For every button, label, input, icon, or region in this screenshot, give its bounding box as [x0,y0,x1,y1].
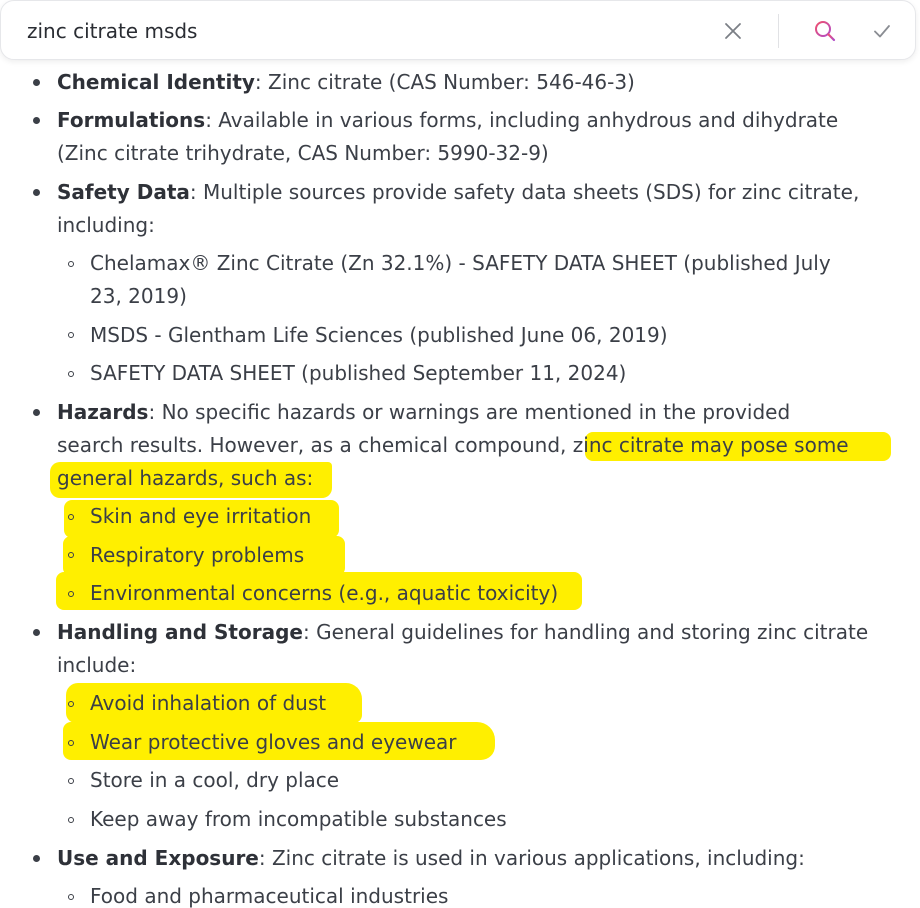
bullet-marker [33,409,40,416]
item-text: : Multiple sources provide safety data sheets (SDS) for zinc citrate, [189,180,860,204]
search-input[interactable] [27,16,687,46]
list-item-hazards [57,396,790,429]
sub-bullet-marker [68,778,74,784]
sub-list-item: Food and pharmaceutical industries [90,884,449,908]
list-item-use-exposure [57,842,805,875]
sub-bullet-marker [68,261,74,267]
sub-list-item-continued: 23, 2019) [90,284,187,308]
sub-list-item: MSDS - Glentham Life Sciences (published June 06, 2019) [90,323,668,347]
item-text-continued: include: [57,653,137,677]
highlighted-text: general hazards, such as: [57,466,314,490]
sub-bullet-marker [68,332,74,338]
sub-list-item: Chelamax® Zinc Citrate (Zn 32.1%) - SAFETY DATA SHEET (published July [90,251,831,275]
item-text: : Zinc citrate is used in various applications, including: [258,846,805,870]
item-text-continued: (Zinc citrate trihydrate, CAS Number: 5990-32-9) [57,141,549,165]
item-label: Formulations [57,108,206,132]
sub-bullet-marker [68,817,74,823]
sub-list-item: Avoid inhalation of dust [90,691,327,715]
item-text: search results. However, as a chemical compound, [57,433,573,457]
sub-bullet-marker [68,371,74,377]
sub-list-item: SAFETY DATA SHEET (published September 11, 2024) [90,361,627,385]
sub-bullet-marker [68,591,74,597]
search-bar [0,0,916,60]
list-item-chemical-identity [57,66,635,99]
list-item-handling [57,616,868,649]
bullet-marker [33,189,40,196]
sub-list-item: Store in a cool, dry place [90,768,340,792]
item-text: : Zinc citrate (CAS Number: 546-46-3) [254,70,635,94]
confirm-button[interactable] [866,15,898,47]
sub-bullet-marker [68,894,74,900]
highlighted-text: zinc citrate may pose some [572,433,849,457]
item-label: Use and Exposure [57,846,259,870]
close-icon [724,22,742,40]
item-text: : Available in various forms, including anhydrous and dihydrate [205,108,839,132]
bullet-marker [33,117,40,124]
bullet-marker [33,79,40,86]
sub-bullet-marker [68,514,74,520]
sub-bullet-marker [68,740,74,746]
item-text: : No specific hazards or warnings are mentioned in the provided [148,400,791,424]
clear-button[interactable] [717,15,749,47]
list-item-formulations [57,104,838,137]
divider [778,14,779,48]
item-label: Chemical Identity [57,70,255,94]
item-label: Handling and Storage [57,620,303,644]
check-icon [872,21,892,41]
item-text-continued: including: [57,213,155,237]
sub-bullet-marker [68,701,74,707]
bullet-marker [33,855,40,862]
sub-list-item: Respiratory problems [90,543,305,567]
sub-bullet-marker [68,552,74,558]
sub-list-item: Wear protective gloves and eyewear [90,730,457,754]
list-item-safety-data [57,176,859,209]
sub-list-item: Environmental concerns (e.g., aquatic toxicity) [90,581,559,605]
search-icon [813,19,837,43]
sub-list-item: Skin and eye irritation [90,504,312,528]
result-content [0,60,920,908]
search-button[interactable] [809,15,841,47]
sub-list-item: Keep away from incompatible substances [90,807,507,831]
item-label: Safety Data [57,180,190,204]
bullet-marker [33,629,40,636]
item-label: Hazards [57,400,149,424]
item-text-continued [57,429,849,462]
item-text: : General guidelines for handling and storing zinc citrate [302,620,869,644]
